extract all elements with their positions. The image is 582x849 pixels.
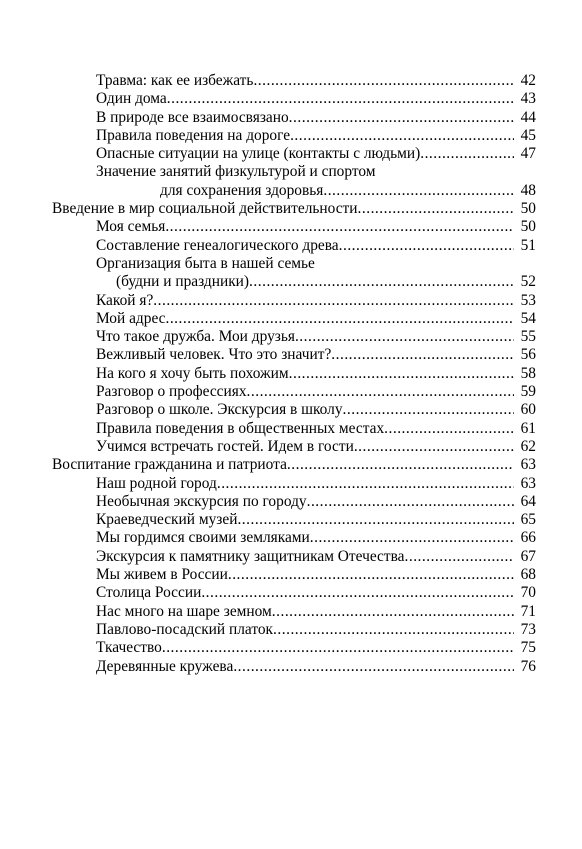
toc-dot-leader <box>273 621 514 639</box>
toc-page-number: 50 <box>520 218 536 236</box>
toc-dot-leader <box>287 456 514 474</box>
toc-dot-leader <box>289 365 514 383</box>
toc-page-number: 54 <box>520 309 536 327</box>
toc-entry[interactable] <box>52 493 536 511</box>
toc-entry-title: Травма: как ее избежать <box>96 72 254 89</box>
toc-entry[interactable] <box>52 346 536 364</box>
toc-page-number: 71 <box>520 602 536 620</box>
toc-dot-leader <box>272 603 514 621</box>
toc-entry-title: Моя семья <box>96 218 166 236</box>
toc-entry-title: Какой я? <box>96 291 154 309</box>
toc-entry[interactable] <box>52 145 536 163</box>
toc-page-number: 42 <box>520 72 536 89</box>
toc-dot-leader <box>228 566 514 584</box>
toc-dot-leader <box>310 529 514 547</box>
toc-entry[interactable] <box>52 621 536 639</box>
toc-section-entry[interactable] <box>52 456 536 474</box>
toc-dot-leader <box>384 420 514 438</box>
toc-dot-leader <box>307 493 514 511</box>
toc-page-number: 50 <box>520 200 536 218</box>
toc-section-title: Воспитание гражданина и патриота <box>52 456 287 474</box>
toc-page-number: 47 <box>520 145 536 163</box>
toc-entry-title: Учимся встречать гостей. Идем в гости <box>96 437 354 455</box>
toc-entry[interactable] <box>52 548 536 566</box>
toc-dot-leader <box>165 310 514 328</box>
toc-dot-leader <box>201 584 514 602</box>
toc-page-number: 51 <box>520 236 536 254</box>
toc-entry[interactable] <box>52 603 536 621</box>
toc-entry[interactable] <box>52 365 536 383</box>
toc-page-number: 73 <box>520 620 536 638</box>
toc-entry-title: Павлово-посадский платок <box>96 620 274 638</box>
toc-entry-title: Наш родной город <box>96 474 217 492</box>
toc-entry-title: Вежливый человек. Что это значит? <box>96 346 332 364</box>
toc-entry-title: В природе все взаимосвязано <box>96 108 289 126</box>
toc-entry[interactable] <box>52 420 536 438</box>
toc-entry-title: Краеведческий музей <box>96 511 238 529</box>
toc-entry[interactable] <box>52 127 536 145</box>
toc-dot-leader <box>343 401 514 419</box>
toc-entry-title: Столица России <box>96 584 202 602</box>
toc-dot-leader <box>339 237 514 255</box>
toc-page-number: 64 <box>520 492 536 510</box>
toc-entry[interactable] <box>52 529 536 547</box>
toc-entry[interactable] <box>52 438 536 456</box>
toc-page-number: 52 <box>520 273 536 291</box>
toc-entry[interactable] <box>52 566 536 584</box>
toc-dot-leader <box>358 200 514 218</box>
toc-entry[interactable] <box>52 658 536 676</box>
toc-page-number: 53 <box>520 291 536 309</box>
toc-entry-title: Мы живем в России <box>96 566 228 584</box>
toc-page-number: 55 <box>520 328 536 346</box>
toc-page-number: 61 <box>520 419 536 437</box>
toc-entry-multiline[interactable] <box>52 163 536 200</box>
toc-dot-leader <box>153 292 514 310</box>
table-of-contents <box>52 72 536 676</box>
toc-page-number: 76 <box>520 657 536 675</box>
toc-entry[interactable] <box>52 328 536 346</box>
toc-dot-leader <box>247 383 514 401</box>
toc-page-number: 58 <box>520 364 536 382</box>
toc-dot-leader <box>295 328 514 346</box>
toc-dot-leader <box>217 475 514 493</box>
toc-entry[interactable] <box>52 475 536 493</box>
toc-entry-title: Составление генеалогического древа <box>96 236 339 254</box>
toc-entry-title: Мы гордимся своими земляками <box>96 529 310 547</box>
toc-page-number: 68 <box>520 566 536 584</box>
toc-page-number: 63 <box>520 474 536 492</box>
toc-entry[interactable] <box>52 292 536 310</box>
toc-entry-title: Опасные ситуации на улице (контакты с людьми) <box>96 145 421 163</box>
toc-page-number: 45 <box>520 126 536 144</box>
toc-page-number: 48 <box>520 181 536 199</box>
toc-page-number: 59 <box>520 383 536 401</box>
toc-entry[interactable] <box>52 237 536 255</box>
toc-entry-title: Разговор о профессиях <box>96 383 247 401</box>
toc-page-number: 43 <box>520 90 536 108</box>
toc-dot-leader <box>331 346 514 364</box>
toc-entry[interactable] <box>52 218 536 236</box>
toc-dot-leader <box>405 548 515 566</box>
toc-entry[interactable] <box>52 511 536 529</box>
toc-entry-title: Нас много на шаре земном <box>96 602 272 620</box>
toc-entry-title: Деревянные кружева <box>96 657 234 675</box>
toc-entry[interactable] <box>52 90 536 108</box>
toc-entry-title: Правила поведения в общественных местах <box>96 419 385 437</box>
toc-dot-leader <box>167 90 514 108</box>
toc-entry-title: На кого я хочу быть похожим <box>96 364 289 382</box>
toc-entry-title: Правила поведения на дороге <box>96 126 291 144</box>
toc-entry-title: Что такое дружба. Мои друзья <box>96 328 295 346</box>
toc-page-number: 44 <box>520 108 536 126</box>
toc-entry-line2 <box>52 182 536 200</box>
toc-dot-leader <box>323 182 514 200</box>
toc-entry[interactable] <box>52 639 536 657</box>
toc-dot-leader <box>233 658 514 676</box>
toc-entry-title: Мой адрес <box>96 309 166 327</box>
toc-entry-line2 <box>52 273 536 291</box>
toc-entry-title: (будни и праздники) <box>116 273 250 291</box>
toc-entry-title-line1: Организация быта в нашей семье <box>96 254 315 272</box>
toc-page-number: 62 <box>520 437 536 455</box>
toc-page-number: 70 <box>520 584 536 602</box>
toc-dot-leader <box>165 218 514 236</box>
toc-page-number: 65 <box>520 511 536 529</box>
toc-section-entry[interactable] <box>52 200 536 218</box>
toc-dot-leader <box>249 273 514 291</box>
toc-dot-leader <box>237 511 514 529</box>
toc-entry[interactable] <box>52 310 536 328</box>
toc-entry-title: Ткачество <box>96 639 162 657</box>
toc-dot-leader <box>420 145 514 163</box>
toc-entry-multiline[interactable] <box>52 255 536 292</box>
toc-entry-title: Один дома <box>96 90 167 108</box>
toc-dot-leader <box>290 127 514 145</box>
toc-dot-leader <box>289 109 514 127</box>
toc-entry[interactable] <box>52 401 536 419</box>
toc-page-number: 67 <box>520 547 536 565</box>
toc-entry[interactable] <box>52 584 536 602</box>
toc-entry-title-line1: Значение занятий физкультурой и спортом <box>96 163 376 181</box>
toc-entry-title: для сохранения здоровья <box>160 181 324 199</box>
toc-entry[interactable] <box>52 383 536 401</box>
toc-page-number: 56 <box>520 346 536 364</box>
toc-entry-title: Экскурсия к памятнику защитникам Отечества <box>96 547 405 565</box>
toc-entry-title: Разговор о школе. Экскурсия в школу <box>96 401 343 419</box>
toc-dot-leader <box>354 438 514 456</box>
toc-page-number: 75 <box>520 639 536 657</box>
toc-page-number: 63 <box>520 456 536 474</box>
toc-entry[interactable] <box>52 72 536 90</box>
toc-page-number: 60 <box>520 401 536 419</box>
toc-page-number: 66 <box>520 529 536 547</box>
toc-section-title: Введение в мир социальной действительности <box>52 200 358 218</box>
toc-entry[interactable] <box>52 109 536 127</box>
toc-dot-leader <box>162 639 514 657</box>
toc-entry-title: Необычная экскурсия по городу <box>96 492 307 510</box>
toc-dot-leader <box>253 72 514 90</box>
